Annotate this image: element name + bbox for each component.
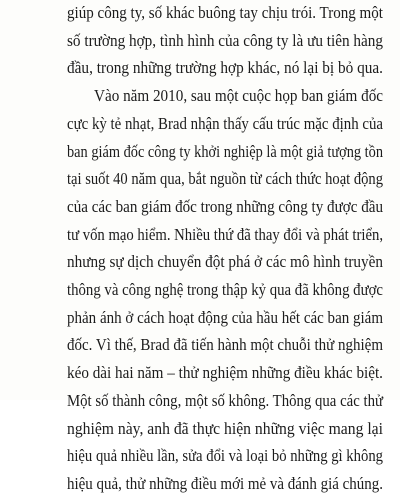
text-line: [0, 194, 400, 219]
text-line: [0, 305, 400, 330]
text-line-content: giúp công ty, số khác buông tay chịu trói. Trong một: [67, 3, 383, 22]
text-line-content: hiệu quả nhiều lần, sửa đổi và loại bỏ những gì không: [67, 446, 384, 466]
text-line: [0, 471, 400, 496]
text-line-content: thông và công nghệ trong thập kỷ qua đã không được: [67, 280, 384, 299]
text-line: [0, 388, 400, 413]
text-line-content: Vào năm 2010, sau một cuộc họp ban giám đốc: [94, 86, 384, 106]
text-line: [0, 83, 400, 108]
text-line: [0, 222, 400, 247]
text-line-content: của các ban giám đốc trong những công ty được đầu: [67, 196, 383, 216]
text-line-content: số trường hợp, tình hình của công ty là ưu tiên hàng: [67, 30, 384, 50]
text-line: [0, 443, 400, 468]
text-line-content: kéo dài hai năm – thử nghiệm những điều khác biệt.: [67, 363, 383, 383]
text-line: [0, 111, 400, 136]
text-line: [0, 360, 400, 385]
text-line: [0, 0, 400, 25]
text-line: [0, 416, 400, 441]
text-line-content: đốc. Vì thế, Brad đã tiến hành một chuỗi thử nghiệm: [67, 335, 384, 355]
text-line-content: đầu, trong những trường hợp khác, nó lại bị bỏ qua.: [67, 58, 384, 78]
text-line-content: tư vốn mạo hiểm. Nhiều thứ đã thay đổi và phát triển,: [67, 224, 384, 244]
text-line-content: phản ánh ở cách hoạt động của hầu hết các ban giám: [67, 307, 384, 327]
text-line: [0, 332, 400, 357]
text-line-content: nhưng sự dịch chuyển đột phá ở các mô hình truyền: [67, 252, 383, 272]
text-line-content: hiệu quả, thử những điều mới mẻ và đánh giá chúng.: [67, 473, 383, 493]
text-line: [0, 166, 400, 191]
text-line-content: tại suốt 40 năm qua, bắt nguồn từ cách thức hoạt động: [67, 169, 383, 189]
text-line: [0, 139, 400, 164]
text-line: [0, 249, 400, 274]
text-line-content: ban giám đốc công ty khởi nghiệp là một giả tượng tồn: [67, 141, 384, 161]
text-line-content: cực kỳ tẻ nhạt, Brad nhận thấy cấu trúc mặc định của: [67, 113, 384, 133]
text-line: [0, 277, 400, 302]
text-line-content: Một số thành công, một số không. Thông qua các thử: [67, 390, 384, 410]
text-line: [0, 55, 400, 80]
text-line-content: nghiệm này, anh đã thực hiện những việc mang lại: [67, 418, 383, 438]
text-line: [0, 28, 400, 53]
